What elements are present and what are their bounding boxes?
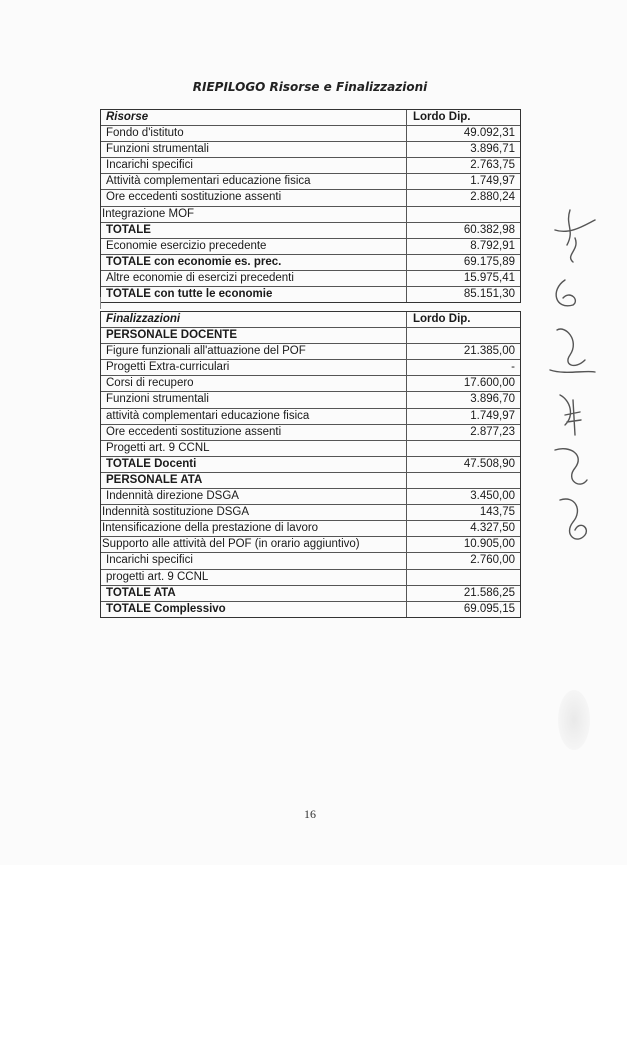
table-row [101,174,520,190]
row-value [407,570,520,585]
row-label: TOTALE [101,223,407,238]
table-row [101,489,520,505]
row-label: Ore eccedenti sostituzione assenti [101,190,407,205]
row-value: 49.092,31 [463,127,515,140]
header-label: Finalizzazioni [101,312,407,327]
total-row [101,602,520,617]
row-label: Supporto alle attività del POF (in orario aggiuntivo) [101,537,407,552]
table-row [101,392,520,408]
row-label: Intensificazione della prestazione di lavoro [101,521,407,536]
row-value [407,328,520,343]
row-label: Funzioni strumentali [101,392,407,407]
row-value: 60.382,98 [463,223,515,236]
scan-smudge [558,690,590,750]
table-row [101,142,520,158]
row-label: TOTALE Docenti [101,457,407,472]
row-label: PERSONALE DOCENTE [101,328,407,343]
row-label: Figure funzionali all'attuazione del POF [101,344,407,359]
total-row [101,255,520,271]
total-row [101,223,520,239]
row-value: 8.792,91 [470,239,515,252]
table-row [101,344,520,360]
row-label: Funzioni strumentali [101,142,407,157]
row-value: 3.450,00 [470,490,515,503]
row-value [407,441,520,456]
row-label: Progetti Extra-curriculari [101,360,407,375]
row-value [407,473,520,488]
table-header-row [101,110,520,126]
table-row [101,441,520,457]
table-header-row [101,312,520,328]
table-row [101,553,520,569]
row-label: attività complementari educazione fisica [101,409,407,424]
row-label: Incarichi specifici [101,158,407,173]
row-value: 1.749,97 [470,409,515,422]
row-label: Attività complementari educazione fisica [101,174,407,189]
total-row [101,457,520,473]
table-row [101,521,520,537]
finalizzazioni-table [100,311,521,618]
row-label: Altre economie di esercizi precedenti [101,271,407,286]
risorse-table [100,109,521,303]
row-value: 4.327,50 [470,522,515,535]
row-value: 2.760,00 [470,554,515,567]
table-spacer [100,297,521,309]
table-row [101,376,520,392]
row-value [407,207,520,222]
row-label: TOTALE con economie es. prec. [101,255,407,270]
header-label: Risorse [101,110,407,125]
table-row [101,190,520,206]
row-value: 47.508,90 [463,457,515,470]
table-row [101,360,520,376]
header-value: Lordo Dip. [413,313,471,325]
section-row [101,473,520,489]
table-row [101,505,520,521]
row-value: 17.600,00 [463,377,515,390]
row-value: 85.151,30 [463,288,515,301]
row-label: Ore eccedenti sostituzione assenti [101,425,407,440]
row-value: 1.749,97 [470,175,515,188]
row-value: 3.896,71 [470,143,515,156]
row-label: PERSONALE ATA [101,473,407,488]
table-row [101,126,520,142]
row-value: 2.880,24 [470,191,515,204]
row-value: 15.975,41 [463,271,515,284]
row-value: 21.586,25 [463,586,515,599]
table-row [101,207,520,223]
table-row [101,570,520,586]
row-label: Progetti art. 9 CCNL [101,441,407,456]
row-value: - [511,361,515,374]
row-label: progetti art. 9 CCNL [101,570,407,585]
row-label: Indennità direzione DSGA [101,489,407,504]
row-value: 69.175,89 [463,255,515,268]
row-value: 2.877,23 [470,425,515,438]
row-value: 2.763,75 [470,159,515,172]
row-label: Corsi di recupero [101,376,407,391]
row-label: Fondo d'istituto [101,126,407,141]
header-value: Lordo Dip. [413,111,471,123]
row-value: 69.095,15 [463,602,515,615]
row-label: Incarichi specifici [101,553,407,568]
table-row [101,425,520,441]
page-margin [0,865,640,1050]
row-label: TOTALE Complessivo [101,602,407,617]
table-row [101,239,520,255]
table-row [101,537,520,553]
section-row [101,328,520,344]
row-label: TOTALE con tutte le economie [101,287,407,302]
handwritten-signature [535,200,605,560]
table-row [101,271,520,287]
row-label: Economie esercizio precedente [101,239,407,254]
row-label: Integrazione MOF [101,207,407,222]
document-title: RIEPILOGO Risorse e Finalizzazioni [192,80,428,94]
row-value: 3.896,70 [470,393,515,406]
page-number: 16 [304,807,316,821]
row-value: 10.905,00 [463,538,515,551]
table-row [101,409,520,425]
row-value: 21.385,00 [463,345,515,358]
row-label: Indennità sostituzione DSGA [101,505,407,520]
row-label: TOTALE ATA [101,586,407,601]
table-row [101,158,520,174]
row-value: 143,75 [479,506,515,519]
total-row [101,586,520,602]
